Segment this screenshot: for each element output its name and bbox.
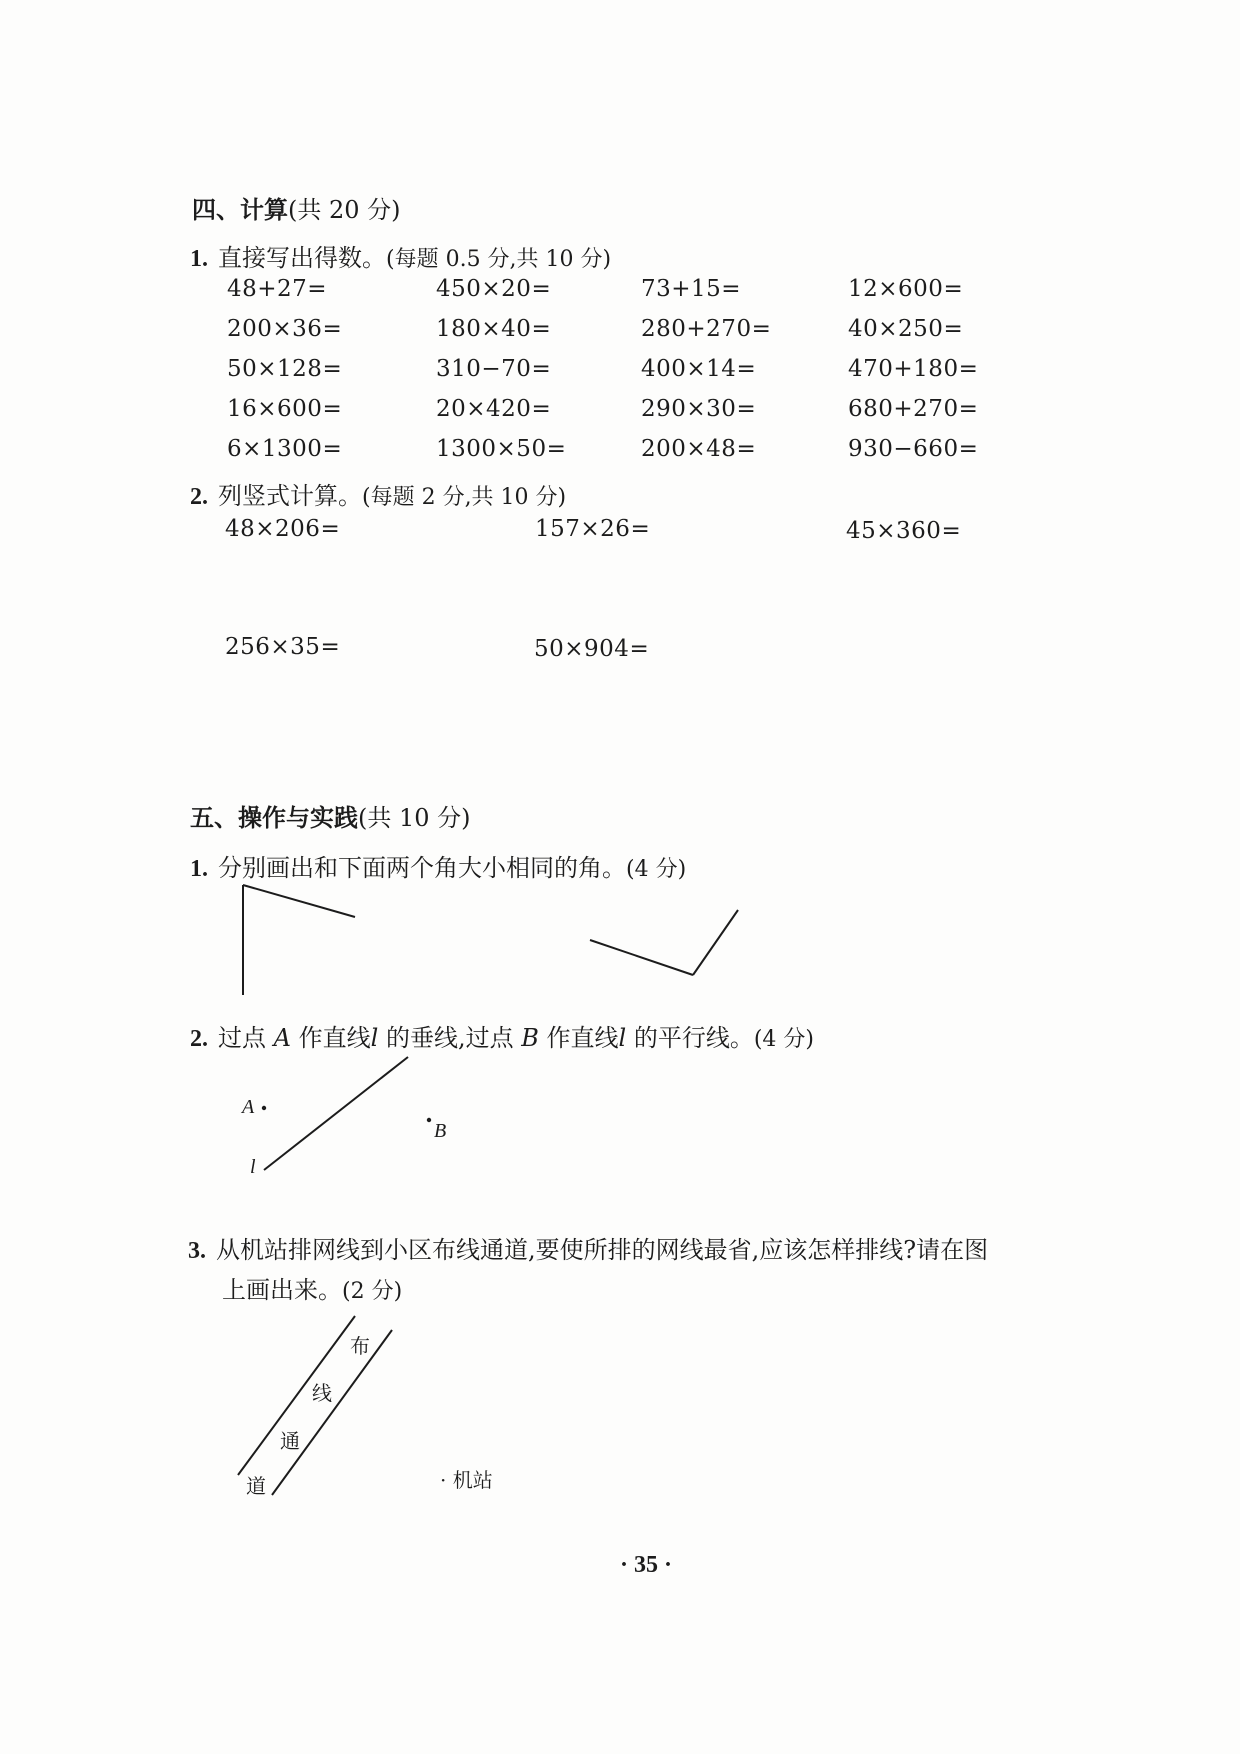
page-number: · 35 · xyxy=(620,1552,673,1578)
question-5-2: 2. 过点 A 作直线l 的垂线,过点 B 作直线l 的平行线。(4 分) xyxy=(190,1024,815,1052)
mental-math-item: 400×14= xyxy=(641,356,757,382)
mental-math-item: 180×40= xyxy=(436,316,552,342)
channel-char: 通 xyxy=(280,1429,300,1453)
question-4-1: 1. 直接写出得数。(每题 0.5 分,共 10 分) xyxy=(190,244,612,272)
point-b-label: B xyxy=(434,1120,447,1142)
mental-math-item: 20×420= xyxy=(436,396,552,422)
section-4-title: 四、计算(共 20 分) xyxy=(192,196,401,224)
mental-math-item: 1300×50= xyxy=(436,436,567,462)
mental-math-item: 280+270= xyxy=(641,316,772,342)
vertical-calc-item: 48×206= xyxy=(225,516,341,542)
vertical-calc-item: 157×26= xyxy=(535,516,651,542)
question-5-3: 3. 从机站排网线到小区布线通道,要使所排的网线最省,应该怎样排线?请在图 xyxy=(188,1236,989,1264)
mental-math-item: 12×600= xyxy=(848,276,964,302)
mental-math-item: 40×250= xyxy=(848,316,964,342)
point-a-label: A xyxy=(242,1096,255,1118)
vertical-calc-item: 50×904= xyxy=(534,636,650,662)
mental-math-item: 50×128= xyxy=(227,356,343,382)
mental-math-item: 73+15= xyxy=(641,276,742,302)
angle-figure-1 xyxy=(243,885,355,995)
question-4-2: 2. 列竖式计算。(每题 2 分,共 10 分) xyxy=(190,482,567,510)
channel-char: 布 xyxy=(350,1334,370,1358)
mental-math-item: 290×30= xyxy=(641,396,757,422)
question-5-1: 1. 分别画出和下面两个角大小相同的角。(4 分) xyxy=(190,854,687,882)
mental-math-item: 16×600= xyxy=(227,396,343,422)
channel-char: 道 xyxy=(246,1474,266,1498)
angle-figure-2 xyxy=(590,910,738,975)
mental-math-item: 48+27= xyxy=(227,276,328,302)
vertical-calc-item: 45×360= xyxy=(846,518,962,544)
mental-math-item: 310−70= xyxy=(436,356,552,382)
mental-math-item: 680+270= xyxy=(848,396,979,422)
mental-math-item: 6×1300= xyxy=(227,436,343,462)
line-l-label: l xyxy=(250,1156,256,1178)
line-l xyxy=(264,1057,408,1170)
channel-char: 线 xyxy=(312,1381,332,1405)
mental-math-item: 930−660= xyxy=(848,436,979,462)
wiring-channel xyxy=(238,1316,392,1495)
mental-math-item: 200×48= xyxy=(641,436,757,462)
mental-math-item: 450×20= xyxy=(436,276,552,302)
station-label: · 机站 xyxy=(440,1468,493,1492)
point-b-dot xyxy=(427,1118,431,1122)
section-5-title: 五、操作与实践(共 10 分) xyxy=(190,804,471,832)
mental-math-item: 200×36= xyxy=(227,316,343,342)
question-5-3-line2: 上画出来。(2 分) xyxy=(222,1276,403,1304)
mental-math-item: 470+180= xyxy=(848,356,979,382)
vertical-calc-item: 256×35= xyxy=(225,634,341,660)
point-a-dot xyxy=(262,1106,266,1110)
